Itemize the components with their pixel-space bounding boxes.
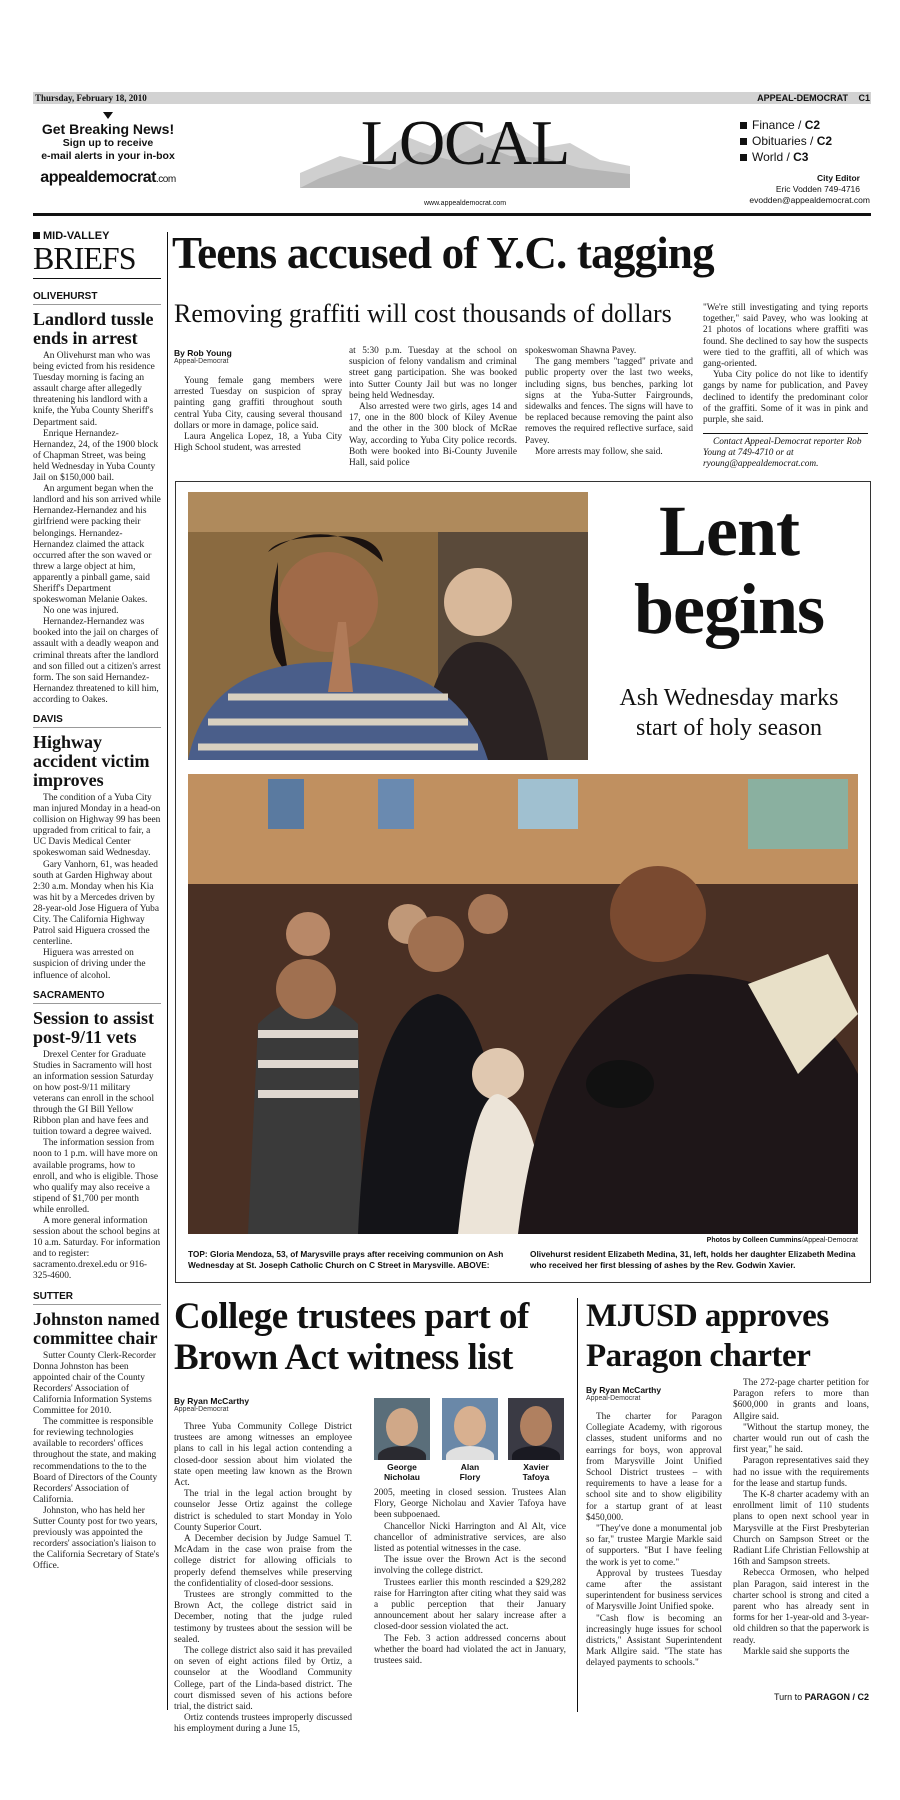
brief-body: [33, 1050, 161, 1283]
paragraph: spokeswoman Shawna Pavey.: [525, 346, 637, 356]
briefs-kicker: MID-VALLEY: [33, 230, 161, 242]
mug-caption: George Nicholau: [384, 1462, 420, 1482]
bullet-square-icon: [740, 122, 747, 129]
paragraph: Higuera was arrested on suspicion of driving under the influence of alcohol.: [33, 948, 146, 981]
paragraph: "Without the startup money, the charter would run out of cash the first year," he said.: [733, 1422, 869, 1456]
photo-praying-woman-art: [188, 492, 588, 760]
paragraph: at 5:30 p.m. Tuesday at the school on suspicion of felony vandalism and criminal street gang participation. She was booked into Sutter County Jail but was no longer being held Wednesday.: [349, 346, 517, 401]
jump-text: Turn to: [773, 1692, 803, 1702]
lent-subhead: [598, 683, 860, 743]
mjusd-col-2: [733, 1378, 869, 1658]
brief-item: [33, 291, 161, 706]
lent-subhead-line1: Ash Wednesday marks: [619, 685, 839, 711]
brief-item: [33, 714, 161, 982]
lent-headline: [598, 492, 860, 648]
paragraph: Johnston, who has held her Sutter County post for two years, previously was appointed the recorders' association's liaison to the California Secretary of State's Office.: [33, 1505, 160, 1572]
bullet-square-icon: [740, 138, 747, 145]
caption-right: Olivehurst resident Elizabeth Medina, 31, left, holds her daughter Elizabeth Medina who received her first blessing of ashes by the Rev. Godwin Xavier.: [530, 1249, 856, 1270]
photo-blessing-art: [188, 774, 858, 1234]
paragraph: Ortiz contends trustees improperly discussed his employment during a June 15,: [174, 1713, 352, 1735]
paragraph: The trial in the legal action brought by counselor Jesse Ortiz against the college district is scheduled to start Monday in Yolo County Superior Court.: [174, 1489, 352, 1533]
paragraph: Three Yuba Community College District trustees are among witnesses an employee plans to call in his legal action contending a closed-door session about him violated the state open meeting law known as the Brown Act.: [174, 1422, 352, 1489]
paragraph: A more general information session about the school begins at 10 a.m. Saturday. For information and to register: sacramento.drexel.edu or 916-325-4600.: [33, 1216, 161, 1282]
paragraph: 2005, meeting in closed session. Trustees Alan Flory, George Nicholau and Xavier Tafoya have been subpoenaed.: [374, 1488, 566, 1521]
briefs-list: [33, 291, 161, 1572]
paragraph: The committee is responsible for reviewing technologies available to recorders' offices throughout the state, and making recommendations to the to the Board of Directors of the County Recorders' Association of California.: [33, 1417, 158, 1505]
paragraph: Trustees earlier this month rescinded a $29,282 raise for Harrington after citing what they said was a public perception that their January announcement about her salary increase after a closed-door session violated the act.: [374, 1577, 566, 1633]
paragraph: Drexel Center for Graduate Studies in Sacramento will host an information session Saturday on how post-9/11 military veterans can enroll in the school through the GI Bill Yellow Ribbon plan and have fees and tuition toward a degree waived.: [33, 1049, 155, 1138]
paragraph: Sutter County Clerk-Recorder Donna Johnston has been appointed chair of the County Recorders' Association of California Information Systems Committee for 2010.: [33, 1350, 156, 1417]
bullet-square-icon: [740, 154, 747, 161]
index-item-obituaries[interactable]: Obituaries / C2: [740, 133, 880, 149]
photo-praying-woman: [188, 492, 588, 760]
paragraph: Rebecca Ormosen, who helped plan Paragon, said interest in the charter school is strong and cited a parent who has already sent in forms for her 1-year-old and 3-year-old children so that the paperwork is ready.: [733, 1568, 869, 1646]
paper-name: APPEAL-DEMOCRAT: [757, 93, 848, 103]
site-url[interactable]: www.appealdemocrat.com: [423, 200, 507, 207]
brief-headline: Johnston named committee chair: [33, 1308, 160, 1348]
brief-dateline: SACRAMENTO: [33, 990, 161, 1004]
mjusd-headline: [586, 1296, 876, 1376]
city-editor: [700, 173, 870, 206]
bottom-story-divider: [577, 1298, 578, 1712]
byline-name: By Rob Young: [174, 348, 232, 358]
lead-col-4: [703, 303, 868, 426]
mug-flory: [442, 1398, 498, 1482]
paragraph: A December decision by Judge Samuel T. McAdam in the case won praise from the college district for allowing officials to properly defend themselves while preserving the confidentiality of closed-door sessions.: [174, 1534, 352, 1589]
paragraph: The 272-page charter petition for Paragon refers to more than $600,000 in grants and loans, Allgire said.: [733, 1378, 869, 1422]
college-headline: [174, 1296, 574, 1378]
paragraph: Yuba City police do not like to identify gangs by name for publication, and Pavey declined to identify the predominant color of the graffiti. Some of it was in pink and purple, she said.: [703, 370, 868, 426]
paragraph: The condition of a Yuba City man injured Monday in a head-on collision on Highway 99 has been upgraded from critical to fair, a UC Davis Medical Center spokeswoman said Wednesday.: [33, 793, 161, 859]
site-logo[interactable]: [33, 169, 183, 187]
brief-item: [33, 1291, 161, 1573]
lent-subhead-line2: start of holy season: [636, 715, 822, 741]
brief-headline: Highway accident victim improves: [33, 732, 150, 790]
lent-headline-line2: begins: [633, 569, 825, 649]
promo-line2: e-mail alerts in your in-box: [41, 150, 175, 162]
paragraph: More arrests may follow, she said.: [535, 446, 663, 457]
folio-date: Thursday, February 18, 2010: [35, 93, 147, 103]
promo-title: Get Breaking News!: [41, 121, 175, 137]
logo-suffix: .com: [156, 174, 176, 185]
byline-name: By Ryan McCarthy: [174, 1396, 250, 1406]
editor-email[interactable]: evodden@appealdemocrat.com: [749, 195, 870, 205]
photo-credit: [707, 1237, 858, 1244]
lead-col-2: [349, 346, 517, 469]
college-col-1: [174, 1422, 352, 1736]
mug-photo: [442, 1398, 498, 1460]
paragraph: Enrique Hernandez-Hernandez, 24, of the 1900 block of Chapman Street, was being held Wednesday in Yuba County Jail on $150,000 bail.: [33, 428, 159, 484]
brief-headline: Session to assist post-9/11 vets: [33, 1007, 155, 1047]
paragraph: Gary Vanhorn, 61, was headed south at Garden Highway about 2:30 a.m. Monday when his Kia was hit by a Mercedes driven by 28-year-old Jose Higuera of Yuba City. The California Highway Patrol said Higuera crossed the centerline.: [33, 859, 159, 948]
college-byline: [174, 1396, 249, 1413]
brief-body: [33, 351, 161, 706]
arrow-down-icon: [103, 112, 113, 119]
briefs-divider: [167, 232, 168, 1710]
paragraph: The gang members "tagged" private and public property over the last two weeks, including signs, bus benches, parking lot signs at the Yuba-Sutter Fairgrounds, sidewalks and fences. The signs will have to be replaced because removing the paint also removes the required reflective surface, said Pavey.: [525, 357, 693, 446]
byline-source: Appeal-Democrat: [174, 358, 229, 365]
paragraph: The issue over the Brown Act is the second involving the college district.: [374, 1555, 566, 1577]
paragraph: Laura Angelica Lopez, 18, a Yuba City High School student, was arrested: [174, 432, 342, 454]
section-index: [740, 117, 880, 165]
paragraph: Trustees are strongly committed to the Brown Act, the college district said in December, noting that the judge ruled testimony by trustees about the session will be sealed.: [174, 1590, 352, 1645]
paragraph: The college district also said it has prevailed on seven of eight actions filed by Ortiz, a counselor at the Woodland Community College, part of the Linda-based district. The court dismissed seven of his actions before trial, the district said.: [174, 1646, 352, 1713]
promo-line1: Sign up to receive: [62, 137, 154, 149]
folio-paper: [757, 93, 870, 103]
page-number: C1: [858, 93, 870, 103]
college-headline-line1: College trustees part of: [174, 1296, 529, 1337]
lead-subhead: Removing graffiti will cost thousands of dollars: [174, 299, 672, 328]
college-col-2: [374, 1488, 566, 1667]
mug-caption: Xavier Tafoya: [522, 1462, 550, 1482]
paragraph: No one was injured.: [43, 606, 119, 617]
paragraph: "Cash flow is becoming an increasingly huge issues for school districts," Assistant Superintendent Mark Allgire said. "The state has delayed payments to schools.": [586, 1613, 722, 1669]
paragraph: Approval by trustees Tuesday came after the assistant superintendent for business services of Marysville Joint Unified spoke.: [586, 1568, 722, 1613]
lent-headline-line1: Lent: [659, 491, 799, 571]
caption-left: TOP: Gloria Mendoza, 53, of Marysville prays after receiving communion on Ash Wednesday at St. Joseph Catholic Church on C Street in Marysville. ABOVE:: [188, 1249, 504, 1270]
paragraph: The Feb. 3 action addressed concerns about whether the board had violated the act in January, trustees said.: [374, 1633, 566, 1667]
brief-item: [33, 990, 161, 1283]
briefs-column: [33, 230, 161, 1572]
lead-col-1: [174, 376, 342, 454]
paragraph: Young female gang members were arrested Tuesday on suspicion of spray painting gang graffiti throughout south central Yuba City, causing several thousand dollars or more in damage, police said.: [174, 376, 342, 431]
brief-body: [33, 793, 161, 982]
section-title: LOCAL: [360, 107, 570, 178]
mug-photo: [374, 1398, 430, 1460]
lead-byline: [174, 348, 232, 365]
photo-credit-source: /Appeal-Democrat: [801, 1237, 858, 1244]
mug-nicholau: [374, 1398, 430, 1482]
paragraph: Chancellor Nicki Harrington and Al Alt, vice chancellor of administrative services, are also listed as potential witnesses in the case.: [374, 1521, 566, 1555]
lead-col-3: [525, 346, 693, 458]
mjusd-col-1: [586, 1412, 722, 1670]
brief-dateline: DAVIS: [33, 714, 161, 728]
mug-tafoya: [508, 1398, 564, 1482]
college-headline-line2: Brown Act witness list: [174, 1337, 513, 1378]
photo-credit-name: Photos by Colleen Cummins: [706, 1237, 802, 1244]
mjusd-headline-line1: MJUSD approves: [586, 1298, 829, 1334]
photo-blessing-of-ashes: [188, 774, 858, 1234]
breaking-news-promo[interactable]: [33, 112, 183, 187]
editor-name: Eric Vodden 749-4716: [775, 184, 860, 194]
paragraph: The information session from noon to 1 p.m. will have more on available programs, how to enroll, and who is eligible. Those who qualify may also receive a stipend of $1,700 per month while enrolled.: [33, 1138, 159, 1215]
paragraph: An argument began when the landlord and his son arrived while Hernandez-Hernandez and his girlfriend were packing their belongings. Hernandez-Hernandez claimed the attack occurred after the son waved or threw a large object at him, apparently a pinball game, said Sheriff's Department spokeswoman Melanie Oakes.: [33, 484, 161, 606]
brief-dateline: OLIVEHURST: [33, 291, 161, 305]
brief-headline: Landlord tussle ends in arrest: [33, 309, 154, 348]
index-item-finance[interactable]: Finance / C2: [740, 117, 880, 133]
paragraph: Paragon representatives said they had no issue with the requirements for the lease and startup funds.: [733, 1456, 869, 1489]
byline-source: Appeal-Democrat: [586, 1395, 641, 1402]
mug-photo: [508, 1398, 564, 1460]
paragraph: Hernandez-Hernandez was booked into the jail on charges of assault with a deadly weapon and criminal threats after the landlord and son filled out a citizen's arrest form. The son said Hernandez-Hernandez threatened to kill him, according to Oakes.: [33, 617, 161, 705]
editor-title: City Editor: [817, 173, 860, 183]
paragraph: "We're still investigating and tying reports together," said Pavey, who was looking at 21 photos of locations where graffiti was found. She declined to say how the suspects were tied to the graffiti, all of which was gang-oriented.: [703, 303, 868, 370]
jump-target: PARAGON / C2: [804, 1692, 869, 1702]
paragraph: The K-8 charter academy with an enrollment limit of 110 students plans to open next school year in Marysville at the First Presbyterian Church on Sampson Street or the Radiant Life Christian Fellowship at 16th and Sampson streets.: [733, 1490, 869, 1568]
index-item-world[interactable]: World / C3: [740, 149, 880, 165]
bullet-square-icon: [33, 232, 40, 239]
paragraph: Markle said she supports the: [743, 1646, 850, 1657]
brief-dateline: SUTTER: [33, 1291, 161, 1305]
mug-caption: Alan Flory: [459, 1462, 481, 1482]
paragraph: The charter for Paragon Collegiate Academy, with rigorous classes, student uniforms and no earrings for boys, won approval from Marysville Joint Unified School District trustees – with requirements to have a lease for a school site and to show eligibility for a startup grant of at least $450,000.: [586, 1412, 722, 1523]
mjusd-headline-line2: Paragon charter: [586, 1338, 811, 1374]
brief-body: [33, 1351, 161, 1573]
mjusd-byline: [586, 1385, 661, 1402]
masthead-rule: [33, 213, 871, 216]
briefs-title: BRIEFS: [33, 242, 161, 279]
lead-headline: Teens accused of Y.C. tagging: [172, 228, 714, 278]
paragraph: "They've done a monumental job so far," trustee Margie Markle said of supporters. "But I have feeling the work is yet to come.": [586, 1524, 722, 1568]
byline-source: Appeal-Democrat: [174, 1406, 229, 1413]
logo-text: appealdemocrat: [40, 169, 157, 186]
byline-name: By Ryan McCarthy: [586, 1385, 662, 1395]
jump-line[interactable]: [733, 1692, 869, 1702]
paragraph: Also arrested were two girls, ages 14 and 17, one in the 800 block of Kiley Avenue and the other in the 300 block of McRae Way, according to Yuba City police records. Both were booked into Bi-County Juvenile Hall, said police: [349, 402, 517, 469]
lead-tagline: Contact Appeal-Democrat reporter Rob Young at 749-4710 or at ryoung@appealdemocrat.com.: [703, 433, 868, 471]
paragraph: An Olivehurst man who was being evicted from his residence Tuesday morning is facing an assault charge after allegedly threatening his landlord with a knife, the Yuba County Sheriff's Department said.: [33, 351, 155, 428]
